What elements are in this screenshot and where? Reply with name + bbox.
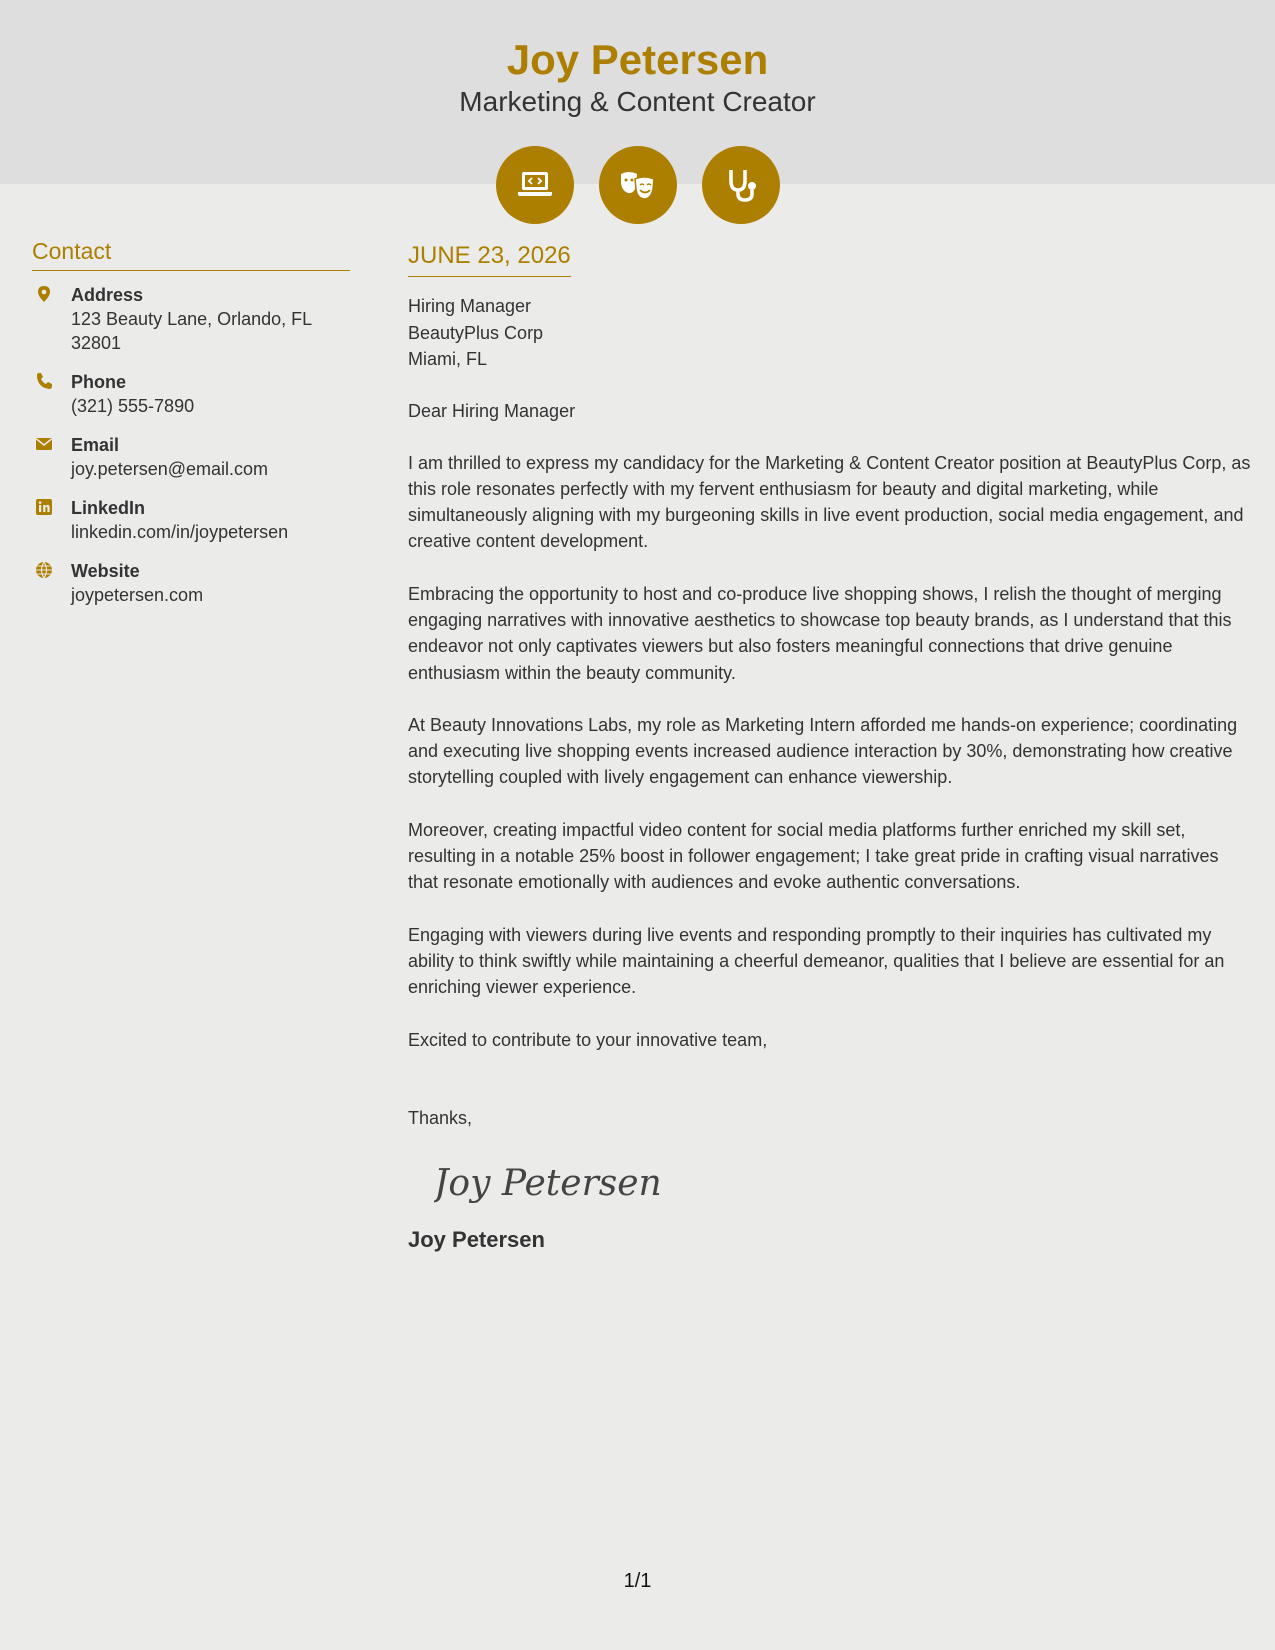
- contact-label: LinkedIn: [71, 498, 146, 518]
- recipient-line: Miami, FL: [408, 349, 488, 369]
- contact-list: [32, 283, 350, 607]
- recipient-block: [408, 293, 1253, 373]
- contact-label: Website: [71, 561, 140, 581]
- laptop-code-icon: [496, 146, 574, 224]
- contact-linkedin: [32, 496, 350, 544]
- letter-paragraph: Moreover, creating impactful video content for social media platforms further enriched my skill set, resulting in a notable 25% boost in follower engagement; I take great pride in crafting visual narratives that resonate emotionally with audiences and evoke authentic conversations.: [408, 819, 1219, 893]
- contact-phone: [32, 370, 350, 418]
- linkedin-icon: [35, 498, 53, 516]
- contact-website: [32, 559, 350, 607]
- letter-paragraph: Engaging with viewers during live events and responding promptly to their inquiries has cultivated my ability to think swiftly while maintaining a cheerful demeanor, qualities that I believe are essential for an enriching viewer experience.: [408, 924, 1225, 998]
- contact-value[interactable]: linkedin.com/in/joypetersen: [71, 522, 289, 542]
- recipient-line: BeautyPlus Corp: [408, 322, 544, 343]
- closing: Thanks,: [408, 1107, 473, 1128]
- letter-body: [408, 242, 1253, 1253]
- candidate-name: Joy Petersen: [506, 36, 769, 83]
- envelope-icon: [35, 435, 53, 453]
- letter-paragraph: At Beauty Innovations Labs, my role as Marketing Intern afforded me hands-on experience; coordinating and executing live shopping events increased audience interaction by 30%, demonstrating how creative storytelling coupled with lively engagement can enhance viewership.: [408, 714, 1238, 788]
- globe-icon: [35, 561, 53, 579]
- page-number: 1/1: [623, 1570, 652, 1592]
- letter-paragraph: Embracing the opportunity to host and co-produce live shopping shows, I relish the thought of merging engaging narratives with innovative aesthetics to showcase top beauty brands, as I understand that this endeavor not only captivates viewers but also fosters meaningful connections that drive genuine enthusiasm within the beauty community.: [408, 583, 1232, 683]
- theater-masks-icon: [599, 146, 677, 224]
- recipient-line: Hiring Manager: [408, 296, 532, 316]
- phone-icon: [35, 372, 53, 390]
- candidate-role: Marketing & Content Creator: [459, 86, 816, 117]
- stethoscope-icon: [702, 146, 780, 224]
- letter-date: JUNE 23, 2026: [408, 242, 571, 277]
- contact-value: (321) 555-7890: [71, 396, 195, 416]
- contact-label: Address: [71, 285, 144, 305]
- letter-paragraph: Excited to contribute to your innovative team,: [408, 1029, 768, 1050]
- header-icons: [496, 146, 780, 224]
- contact-email: [32, 433, 350, 481]
- letter-paragraph: I am thrilled to express my candidacy for the Marketing & Content Creator position at BeautyPlus Corp, as this role resonates perfectly with my fervent enthusiasm for beauty and digital marketing, while simultaneously aligning with my burgeoning skills in live event production, social media engagement, and creative content development.: [408, 452, 1251, 552]
- map-marker-icon: [35, 285, 53, 303]
- contact-label: Email: [71, 435, 120, 455]
- signature: [434, 1157, 1253, 1207]
- signature-text: Joy Petersen: [434, 1162, 662, 1204]
- contact-address: [32, 283, 350, 355]
- contact-value: joy.petersen@email.com: [71, 459, 269, 479]
- contact-heading: Contact: [32, 238, 350, 271]
- signer-name: Joy Petersen: [408, 1226, 545, 1252]
- signature-graphic: [434, 1157, 664, 1207]
- contact-label: Phone: [71, 372, 127, 392]
- contact-value[interactable]: joypetersen.com: [71, 585, 204, 605]
- contact-sidebar: [32, 238, 350, 622]
- greeting: Dear Hiring Manager: [408, 400, 576, 421]
- contact-value: 123 Beauty Lane, Orlando, FL 32801: [71, 309, 312, 353]
